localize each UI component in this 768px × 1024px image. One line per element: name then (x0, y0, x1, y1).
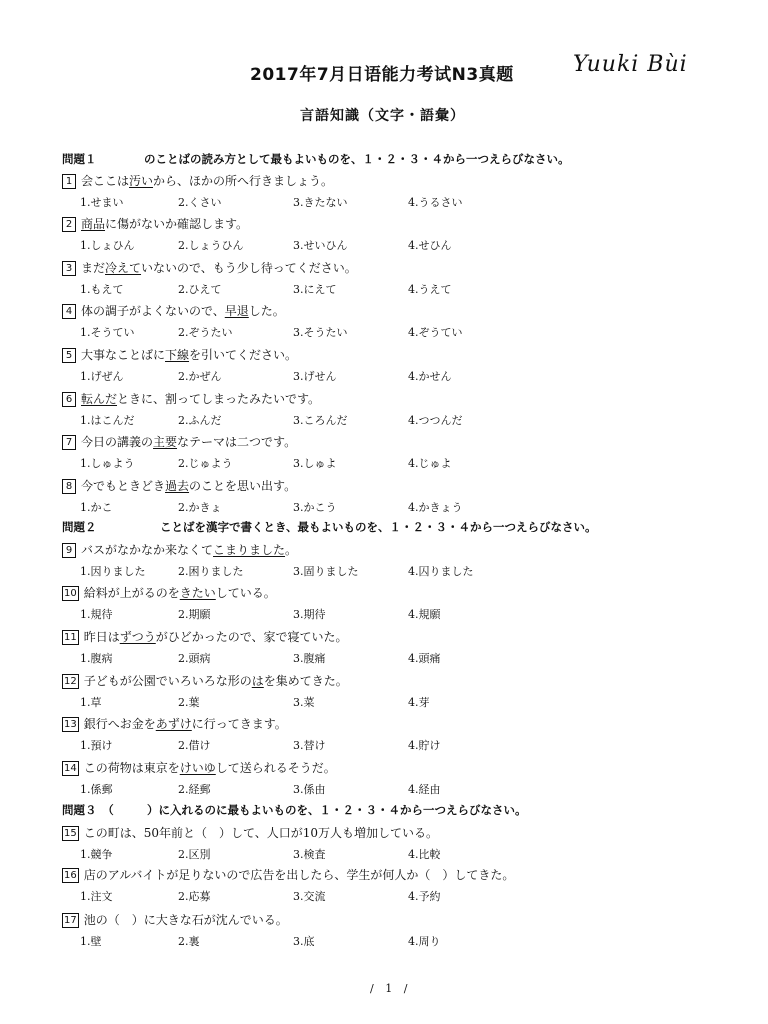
answer-option[interactable]: 1.もえて (80, 283, 124, 296)
question-text: がひどかったので、家で寝ていた。 (155, 630, 348, 644)
question-12 (62, 672, 348, 689)
answer-option[interactable]: 2.しょうひん (178, 239, 244, 252)
question-text: まだ (81, 261, 106, 275)
question-text: 今でもときどき (81, 479, 166, 493)
question-text: ときに、割ってしまったみたいです。 (117, 392, 321, 406)
answer-option[interactable]: 3.ころんだ (293, 414, 348, 427)
question-text: 銀行へお金を (83, 717, 156, 731)
answer-option[interactable]: 1.競争 (80, 848, 113, 861)
underlined-word: けいゆ (179, 761, 216, 775)
answer-option[interactable]: 4.ぞうてい (408, 326, 463, 339)
answer-option[interactable]: 4.うるさい (408, 196, 463, 209)
answer-option[interactable]: 4.予約 (408, 890, 441, 903)
question-7 (62, 433, 296, 450)
question-16 (62, 866, 514, 883)
question-number: 7 (62, 435, 76, 450)
question-text: 。 (285, 543, 298, 557)
answer-option[interactable]: 3.替け (293, 739, 326, 752)
answer-option[interactable]: 2.借け (178, 739, 211, 752)
answer-option[interactable]: 2.くさい (178, 196, 222, 209)
question-number: 2 (62, 217, 76, 232)
underlined-word: ずつう (119, 630, 156, 644)
answer-option[interactable]: 3.げせん (293, 370, 337, 383)
answer-option[interactable]: 1.壁 (80, 935, 102, 948)
question-number: 8 (62, 479, 76, 494)
question-text: バスがなかなか来なくて (81, 543, 214, 557)
answer-option[interactable]: 3.交流 (293, 890, 326, 903)
answer-option[interactable]: 2.じゅよう (178, 457, 233, 470)
question-13 (62, 715, 287, 732)
question-5 (62, 346, 297, 363)
answer-option[interactable]: 1.注文 (80, 890, 113, 903)
question-number: 16 (64, 870, 77, 881)
underlined-word: 過去 (165, 479, 190, 493)
answer-option[interactable]: 2.ひえて (178, 283, 222, 296)
question-text: を引いてください。 (189, 348, 298, 362)
answer-option[interactable]: 2.困りました (178, 565, 244, 578)
answer-option[interactable]: 1.はこんだ (80, 414, 135, 427)
answer-option[interactable]: 2.ぞうたい (178, 326, 233, 339)
question-17 (62, 911, 288, 928)
underlined-word: 汚い (129, 174, 154, 188)
section-instruction: ことばを漢字で書くとき、最もよいものを、１・２・３・４から一つえらびなさい。 (160, 520, 597, 534)
question-number: 17 (64, 915, 77, 926)
question-number: 1 (62, 174, 76, 189)
author-signature: Yuuki Bùi (573, 52, 688, 77)
answer-option[interactable]: 1.預け (80, 739, 113, 752)
question-11 (62, 628, 348, 645)
question-4 (62, 302, 285, 319)
answer-option[interactable]: 3.腹痛 (293, 652, 326, 665)
underlined-word: こまりました (213, 543, 286, 557)
question-text: を集めてきた。 (263, 674, 348, 688)
underlined-word: きたい (179, 586, 216, 600)
answer-option[interactable]: 4.芽 (408, 696, 430, 709)
answer-option[interactable]: 4.囚りました (408, 565, 474, 578)
question-number: 9 (62, 543, 76, 558)
answer-option[interactable]: 2.裏 (178, 935, 200, 948)
section-label: 問題２ (62, 520, 97, 534)
answer-option[interactable]: 3.底 (293, 935, 315, 948)
question-text: から、ほかの所へ行きましょう。 (153, 174, 334, 188)
question-text: に行ってきます。 (191, 717, 287, 731)
answer-option[interactable]: 4.規願 (408, 608, 441, 621)
section-header (62, 519, 597, 535)
underlined-word: 早退 (224, 304, 249, 318)
question-number: 10 (64, 588, 77, 599)
question-number: 15 (64, 828, 77, 839)
question-2 (62, 215, 248, 232)
answer-option[interactable]: 1.しゅよう (80, 457, 135, 470)
section-header (62, 151, 570, 167)
section-instruction: のことばの読み方として最もよいものを、１・２・３・４から一つえらびなさい。 (144, 152, 570, 166)
answer-option[interactable]: 1.かこ (80, 501, 113, 514)
answer-option[interactable]: 1.そうてい (80, 326, 135, 339)
question-number: 4 (62, 304, 76, 319)
answer-option[interactable]: 4.貯け (408, 739, 441, 752)
underlined-word: 転んだ (81, 392, 118, 406)
question-number: 6 (62, 392, 76, 407)
question-text: 今日の講義の (81, 435, 154, 449)
underlined-word: 下線 (165, 348, 190, 362)
answer-option[interactable]: 4.かせん (408, 370, 452, 383)
answer-option[interactable]: 3.にえて (293, 283, 337, 296)
question-text: なテーマは二つです。 (177, 435, 297, 449)
question-text: している。 (215, 586, 276, 600)
underlined-word: 冷えて (105, 261, 142, 275)
answer-option[interactable]: 3.せいひん (293, 239, 348, 252)
answer-option[interactable]: 1.係郵 (80, 783, 113, 796)
question-text: 子どもが公園でいろいろな形の (83, 674, 252, 688)
answer-option[interactable]: 3.菜 (293, 696, 315, 709)
underlined-word: 商品 (81, 217, 106, 231)
question-text: 大事なことばに (81, 348, 166, 362)
answer-option[interactable]: 4.じゅよ (408, 457, 452, 470)
question-number: 3 (62, 261, 76, 276)
answer-option[interactable]: 1.腹病 (80, 652, 113, 665)
page-number: / 1 / (370, 982, 412, 995)
question-text: して送られるそうだ。 (215, 761, 336, 775)
underlined-word: 主要 (153, 435, 178, 449)
exam-subtitle: 言語知識（文字・語彙） (300, 108, 465, 124)
answer-option[interactable]: 3.係由 (293, 783, 326, 796)
question-3 (62, 259, 357, 276)
answer-option[interactable]: 1.草 (80, 696, 102, 709)
answer-option[interactable]: 4.つつんだ (408, 414, 463, 427)
answer-option[interactable]: 4.かきょう (408, 501, 463, 514)
answer-option[interactable]: 2.頭病 (178, 652, 211, 665)
section-label: 問題３ （ (62, 803, 114, 817)
answer-option[interactable]: 1.しょひん (80, 239, 135, 252)
answer-option[interactable]: 2.かぜん (178, 370, 222, 383)
question-text: この荷物は東京を (83, 761, 180, 775)
question-14 (62, 759, 336, 776)
underlined-word: は (251, 674, 264, 688)
question-text: 昨日は (83, 630, 120, 644)
question-text: 池の（ ）に大きな石が沈んでいる。 (83, 913, 288, 927)
answer-option[interactable]: 3.しゅよ (293, 457, 337, 470)
answer-option[interactable]: 1.せまい (80, 196, 124, 209)
question-10 (62, 584, 276, 601)
question-8 (62, 477, 296, 494)
answer-option[interactable]: 4.比較 (408, 848, 441, 861)
question-number: 11 (64, 632, 77, 643)
answer-option[interactable]: 3.かこう (293, 501, 337, 514)
answer-option[interactable]: 1.規待 (80, 608, 113, 621)
answer-option[interactable]: 3.きたない (293, 196, 348, 209)
answer-option[interactable]: 2.葉 (178, 696, 200, 709)
section-header (62, 802, 527, 818)
answer-option[interactable]: 3.期待 (293, 608, 326, 621)
question-9 (62, 541, 297, 558)
answer-option[interactable]: 1.げぜん (80, 370, 124, 383)
underlined-word: あずけ (155, 717, 192, 731)
answer-option[interactable]: 3.検査 (293, 848, 326, 861)
question-number: 12 (64, 676, 77, 687)
question-text: のことを思い出す。 (189, 479, 297, 493)
section-label: 問題１ (62, 152, 97, 166)
question-text: 体の調子がよくないので、 (81, 304, 225, 318)
answer-option[interactable]: 2.ふんだ (178, 414, 222, 427)
question-text: この町は、50年前と（ ）して、人口が10万人も増加している。 (83, 826, 439, 840)
answer-option[interactable]: 3.固りました (293, 565, 359, 578)
question-text: 給料が上がるのを (83, 586, 180, 600)
question-1 (62, 172, 333, 189)
answer-option[interactable]: 2.区別 (178, 848, 211, 861)
answer-option[interactable]: 3.そうたい (293, 326, 348, 339)
answer-option[interactable]: 4.頭痛 (408, 652, 441, 665)
question-number: 5 (62, 348, 76, 363)
question-text: に傷がないか確認します。 (105, 217, 249, 231)
question-text: 会ここは (81, 174, 130, 188)
question-text: 店のアルバイトが足りないので広告を出したら、学生が何人か（ ）してきた。 (83, 868, 515, 882)
question-6 (62, 390, 320, 407)
question-text: した。 (248, 304, 285, 318)
answer-option[interactable]: 2.期願 (178, 608, 211, 621)
question-number: 14 (64, 763, 77, 774)
question-text: いないので、もう少し待ってください。 (141, 261, 357, 275)
answer-option[interactable]: 4.経由 (408, 783, 441, 796)
answer-option[interactable]: 4.うえて (408, 283, 452, 296)
answer-option[interactable]: 4.せひん (408, 239, 452, 252)
answer-option[interactable]: 1.因りました (80, 565, 146, 578)
exam-title: 2017年7月日语能力考试N3真题 (250, 65, 514, 85)
answer-option[interactable]: 2.応募 (178, 890, 211, 903)
answer-option[interactable]: 2.経郵 (178, 783, 211, 796)
answer-option[interactable]: 2.かきょ (178, 501, 222, 514)
question-15 (62, 824, 438, 841)
answer-option[interactable]: 4.周り (408, 935, 441, 948)
section-instruction: ）に入れるのに最もよいものを、１・２・３・４から一つえらびなさい。 (147, 803, 527, 817)
question-number: 13 (64, 719, 77, 730)
